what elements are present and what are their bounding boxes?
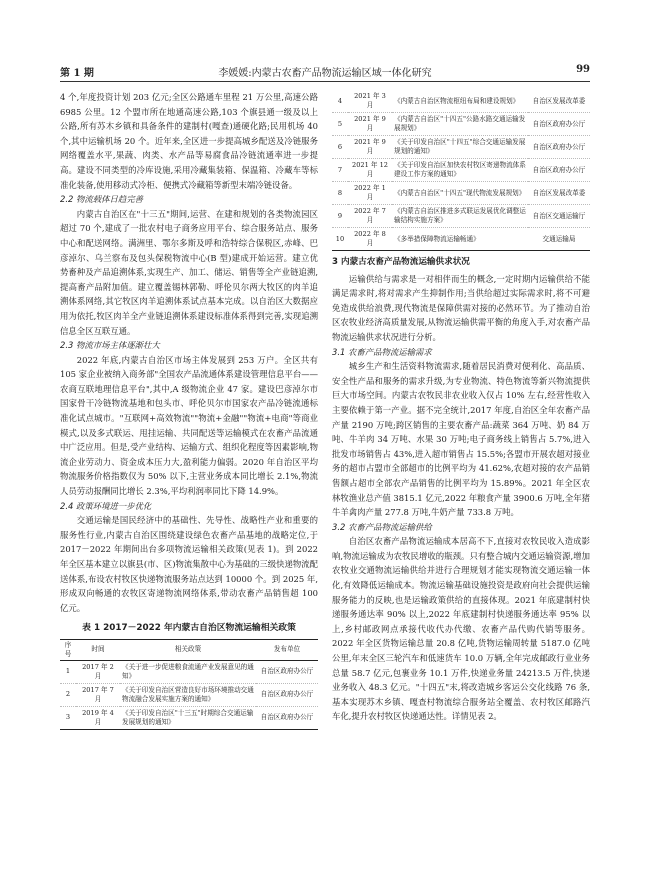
cell-issuer: 自治区交通运输厅 (528, 205, 590, 228)
cell-issuer: 自治区政府办公厅 (260, 713, 314, 722)
cell-date: 2022 年 8 月 (354, 230, 386, 247)
cell-no: 8 (332, 182, 348, 205)
cell-date: 2021 年 3 月 (348, 90, 392, 113)
cell-issuer: 自治区政府办公厅 (528, 113, 590, 136)
left-column (60, 90, 318, 730)
cell-policy: 《多举措保障物流运输畅通》 (394, 234, 480, 243)
cell-issuer: 自治区政府办公厅 (256, 683, 318, 706)
cell-policy: 《关于印发自治区"十四五"综合交通运输发展规划的通知》 (392, 136, 528, 159)
table-header-issuer: 发布单位 (256, 639, 318, 660)
cell-no: 7 (332, 159, 348, 182)
cell-date: 2017 年 7 月 (76, 683, 120, 706)
cell-issuer: 自治区发展改革委 (528, 90, 590, 113)
table-row (60, 683, 318, 706)
policy-table-part-2 (332, 90, 590, 251)
running-header (60, 62, 590, 78)
header-rule (60, 81, 590, 82)
table-row (332, 228, 590, 251)
cell-policy: 《内蒙古自治区推进多式联运发展优化调整运输结构实施方案》 (392, 205, 528, 228)
cell-issuer: 自治区政府办公厅 (528, 159, 590, 182)
right-column (332, 90, 590, 724)
paragraph: 自治区农畜产品物流运输成本居高不下,直接对农牧民收入造成影响,物流运输成为农牧民增收的瓶颈。只有整合城内交通运输资源,增加农牧业交通物流运输供给并进行合理规划才能实现物流交通运输一体化,有效降低运输成本。物流运输基础设施投资是政府向社会提供运输服务能力的反映,也是运输政策供给的直接体现。2021 年底建制村快递服务通达率 90% 以上,2022 年底建制村快递服务通达率 95% 以上,乡村邮政网点承接代收代办代缴、农畜产品代购代销等服务。2022 年全区货物运输总量 20.8 亿吨,货物运输周转量 5187.0 亿吨公里,年末全区三轮汽车和低速货车 10.0 万辆,全年完成邮政行业业务总量 58.7 亿元,包裹业务 10.1 万件,快递业务量 24213.5 万件,快递业务收入 48.3 亿元。"十四五"末,将改造城乡客运公交化线路 76 条,基本实现苏木乡镇、嘎查村物流综合服务站全覆盖、农村牧区邮路汽车化,提升农村牧区快递通达性。详情见表 2。 (332, 536, 590, 722)
cell-date: 2021 年 9 月 (348, 136, 392, 159)
paragraph: 交通运输是国民经济中的基础性、先导性、战略性产业和重要的服务性行业,内蒙古自治区围绕建设绿色农畜产品基地的战略定位,于 2017－2022 年期间出台多项物流运输相关政策(见表 1)。到 2022 年全区基本建立以旗县(市、区)物流集散中心为基础的三级快递物流配送体系,布设农村牧区快递物流服务站点达到 10000 个。到 2025 年,形成双向畅通的农牧区寄递物流网络体系,带动农畜产品销售超 100 亿元。 (60, 515, 318, 613)
section-heading-3-2: 3.2 农畜产品物流运输供给 (332, 521, 432, 532)
cell-no: 4 (332, 90, 348, 113)
table-header-date: 时间 (76, 639, 120, 660)
cell-date: 2021 年 12 月 (348, 159, 392, 182)
table-row (332, 182, 590, 205)
cell-issuer: 自治区政府办公厅 (528, 136, 590, 159)
cell-policy: 《关于进一步促进粮食流通产业发展意见的通知》 (120, 660, 256, 683)
paragraph: 运输供给与需求是一对相伴而生的概念,一定时期内运输供给不能满足需求时,将对需求产生抑制作用;当供给超过实际需求时,将不可避免造成供给浪费,现代物流是保障供需对接的必然环节。为了推动自治区农牧业经济高质量发展,从物流运输供需平衡的角度入手,对农畜产品物流运输供求状况进行分析。 (332, 273, 590, 342)
policy-table-part-1 (60, 639, 318, 730)
table-row (60, 706, 318, 729)
table-row (60, 660, 318, 683)
cell-policy: 《关于印发自治区"十三五"时期综合交通运输发展规划的通知》 (122, 708, 254, 726)
cell-date: 2017 年 2 月 (76, 660, 120, 683)
table-row (332, 113, 590, 136)
cell-date: 2021 年 9 月 (348, 113, 392, 136)
cell-no: 3 (65, 713, 71, 722)
cell-no: 1 (60, 660, 76, 683)
section-heading-2-2: 2.2 物流载体日趋完善 (60, 194, 143, 205)
issue-number: 第 1 期 (60, 68, 94, 79)
table-caption: 表 1 2017－2022 年内蒙古自治区物流运输相关政策 (82, 623, 296, 634)
cell-no: 5 (332, 113, 348, 136)
cell-policy: 《内蒙古自治区物流枢纽布局和建设规划》 (392, 90, 528, 113)
table-header-policy: 相关政策 (120, 639, 256, 660)
paragraph: 内蒙古自治区在"十三五"期间,运营、在建和规划的各类物流园区超过 70 个,建成了一批农村电子商务应用平台、综合服务站点、服务中心和配送网络。满洲里、鄂尔多斯及呼和浩特综合保税区,赤峰、巴彦淖尔、乌兰察布及包头保税物流中心(B 型)建成开始运营。建立优势畜种及产品追溯体系,实现生产、加工、储运、销售等全产业链追溯,提高畜产品附加值。建立覆盖锡林郭勒、呼伦贝尔两大牧区的肉羊追溯体系网络,其它牧区肉羊追溯体系试点基本完成。以自治区大数据应用为依托,牧区肉羊全产业链追溯体系建设标准体系得到完善,实现追溯信息全区互联互通。 (60, 208, 318, 336)
section-heading-2-3: 2.3 物流市场主体逐渐壮大 (60, 340, 160, 351)
cell-no: 9 (332, 205, 348, 228)
paragraph: 2022 年底,内蒙古自治区市场主体发展到 253 万户。全区共有 105 家企业被纳入商务部"全国农产品流通体系建设管理信息平台——农商互联地理信息平台",其中,A 级物流企业 47 家。建设巴彦淖尔市国家骨干冷链物流基地和包头市、呼伦贝尔市国家农产品冷链流通标准化试点城市。"互联网+高效物流""物流+金融""物流+电商"等商业模式,以及多式联运、甩挂运输、共同配送等运输模式在农畜产品流通中广泛应用。但是,受产业结构、运输方式、组织化程度等因素影响,物流企业劳动力、资金成本压力大,盈利能力偏弱。2020 年自治区平均物流服务价格指数仅为 50% 以下,主营业务成本同比增长 2.1%,物流人员劳动报酬同比增长 2.3%,平均利润率同比下降 14.9%。 (60, 354, 318, 497)
table-row (332, 205, 590, 228)
table-row (332, 90, 590, 113)
article-running-title: 李媛媛:内蒙古农畜产品物流运输区域一体化研究 (218, 68, 432, 79)
cell-issuer: 交通运输局 (542, 234, 576, 243)
cell-policy: 《关于印发自治区加快农村牧区寄递物流体系建设工作方案的通知》 (392, 159, 528, 182)
section-heading-3-1: 3.1 农畜产品物流运输需求 (332, 346, 432, 357)
cell-policy: 《内蒙古自治区"十四五"公路水路交通运输发展规划》 (392, 113, 528, 136)
table-row (332, 159, 590, 182)
cell-no: 2 (60, 683, 76, 706)
section-heading-3: 3 内蒙古农畜产品物流运输供求状况 (332, 257, 470, 267)
cell-policy: 《内蒙古自治区"十四五"现代物流发展规划》 (392, 182, 528, 205)
cell-policy: 《关于印发自治区营造良好市场环境推动交通物流融合发展实施方案的通知》 (120, 683, 256, 706)
cell-no: 10 (335, 234, 345, 243)
cell-issuer: 自治区发展改革委 (528, 182, 590, 205)
cell-date: 2022 年 7 月 (348, 205, 392, 228)
paragraph: 4 个,年度投资计划 203 亿元;全区公路通车里程 21 万公里,高速公路 6985 公里。12 个盟市所在地通高速公路,103 个旗县通一级及以上公路,所有苏木乡镇和具备条件的建制村(嘎查)通硬化路;民用机场 40 个,其中运输机场 20 个。近年来,全区进一步提高城乡配送及冷链服务网络覆盖水平,果蔬、肉类、水产品等易腐食品冷链流通率进一步提高。建设不同类型的冷库设施,采用冷藏集装箱、保温箱、冷藏车等标准化装备,使用移动式冷柜、便携式冷藏箱等新型末端冷链设备。 (60, 92, 318, 190)
cell-no: 6 (332, 136, 348, 159)
section-heading-2-4: 2.4 政策环境进一步优化 (60, 500, 152, 511)
paragraph: 城乡生产和生活资料物流需求,随着居民消费对便利化、高品质、安全性产品和服务的需求升级,为专业物流、特色物流等新兴物流提供巨大市场空间。内蒙古农牧民非农业收入仅占 10% 左右,经营性收入主要依赖于第一产业。据不完全统计,2017 年度,自治区全年农畜产品产量 2190 万吨;跨区销售的主要农畜产品:蔬菜 364 万吨、奶 84 万吨、牛羊肉 34 万吨、水果 30 万吨;电子商务线上销售占 5.7%,进入批发市场销售占 43%,进入超市销售占 15.5%;各盟市开展农超对接业务的超市占盟市全部超市的比例平均为 41.62%,农超对接的农产品销售额占超市全部农产品销售的比例平均为 15.89%。2021 年全区农林牧渔业总产值 3815.1 亿元,2022 年粮食产量 3900.6 万吨,全年猪牛羊禽肉产量 277.8 万吨,牛奶产量 733.8 万吨。 (332, 361, 590, 518)
cell-issuer: 自治区政府办公厅 (256, 660, 318, 683)
table-row (332, 136, 590, 159)
cell-date: 2022 年 1 月 (348, 182, 392, 205)
cell-date: 2019 年 4 月 (82, 708, 114, 726)
page-number: 99 (576, 64, 590, 75)
table-header-no: 序号 (60, 639, 76, 660)
